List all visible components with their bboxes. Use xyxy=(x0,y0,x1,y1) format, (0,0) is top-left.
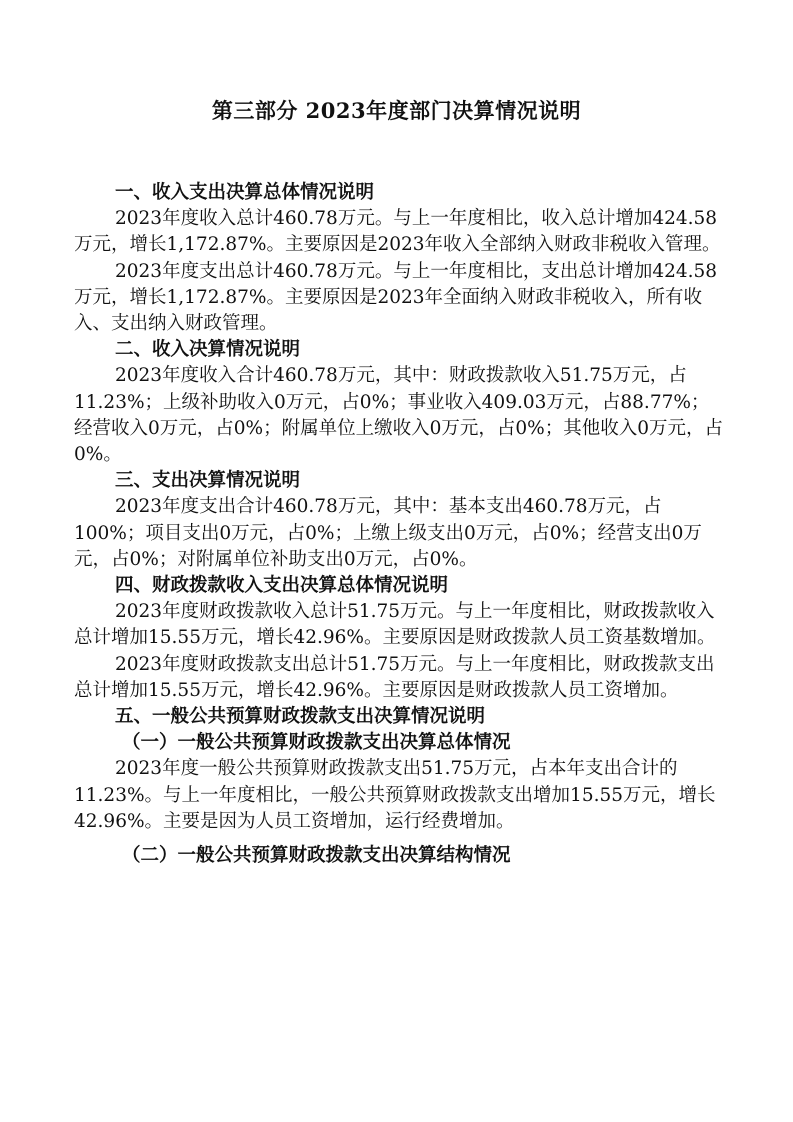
section-heading-general-budget: 五、一般公共预算财政拨款支出决算情况说明 xyxy=(115,706,486,728)
section-heading-fiscal-appropriation: 四、财政拨款收入支出决算总体情况说明 xyxy=(115,575,449,597)
section-heading-income: 二、收入决算情况说明 xyxy=(115,339,301,361)
subsection-heading-general-budget-overall: （一）一般公共预算财政拨款支出决算总体情况 xyxy=(122,732,511,754)
section-heading-income-expense-overview: 一、收入支出决算总体情况说明 xyxy=(115,182,375,203)
paragraph-fiscal-expense: 2023年度财政拨款支出总计51.75万元。与上一年度相比，财政拨款支出总计增加15.55万元，增长42.96%。主要原因是财政拨款人员工资增加。 xyxy=(74,653,715,701)
paragraph-income-breakdown: 2023年度收入合计460.78万元，其中：财政拨款收入51.75万元，占11.23%；上级补助收入0万元，占0%；事业收入409.03万元，占88.77%；经营收入0万元，占0%；附属单位上缴收入0万元，占0%；其他收入0万元，占0%。 xyxy=(74,365,724,466)
document-body xyxy=(74,180,724,869)
document-title: 第三部分 2023年度部门决算情况说明 xyxy=(211,98,582,123)
section-heading-expense: 三、支出决算情况说明 xyxy=(115,470,301,492)
paragraph-fiscal-income: 2023年度财政拨款收入总计51.75万元。与上一年度相比，财政拨款收入总计增加15.55万元，增长42.96%。主要原因是财政拨款人员工资基数增加。 xyxy=(74,601,716,649)
paragraph-general-budget-overall: 2023年度一般公共预算财政拨款支出51.75万元，占本年支出合计的11.23%。与上一年度相比，一般公共预算财政拨款支出增加15.55万元，增长42.96%。主要是因为人员工资增加，运行经费增加。 xyxy=(74,758,716,832)
subsection-heading-general-budget-structure: （二）一般公共预算财政拨款支出决算结构情况 xyxy=(122,845,511,867)
paragraph-income-total: 2023年度收入总计460.78万元。与上一年度相比，收入总计增加424.58万元，增长1,172.87%。主要原因是2023年收入全部纳入财政非税收入管理。 xyxy=(74,208,721,256)
paragraph-expense-breakdown: 2023年度支出合计460.78万元，其中：基本支出460.78万元，占100%；项目支出0万元，占0%；上缴上级支出0万元，占0%；经营支出0万元，占0%；对附属单位补助支出0万元，占0%。 xyxy=(74,496,702,570)
paragraph-expense-total: 2023年度支出总计460.78万元。与上一年度相比，支出总计增加424.58万元，增长1,172.87%。主要原因是2023年全面纳入财政非税收入，所有收入、支出纳入财政管理。 xyxy=(74,260,718,335)
